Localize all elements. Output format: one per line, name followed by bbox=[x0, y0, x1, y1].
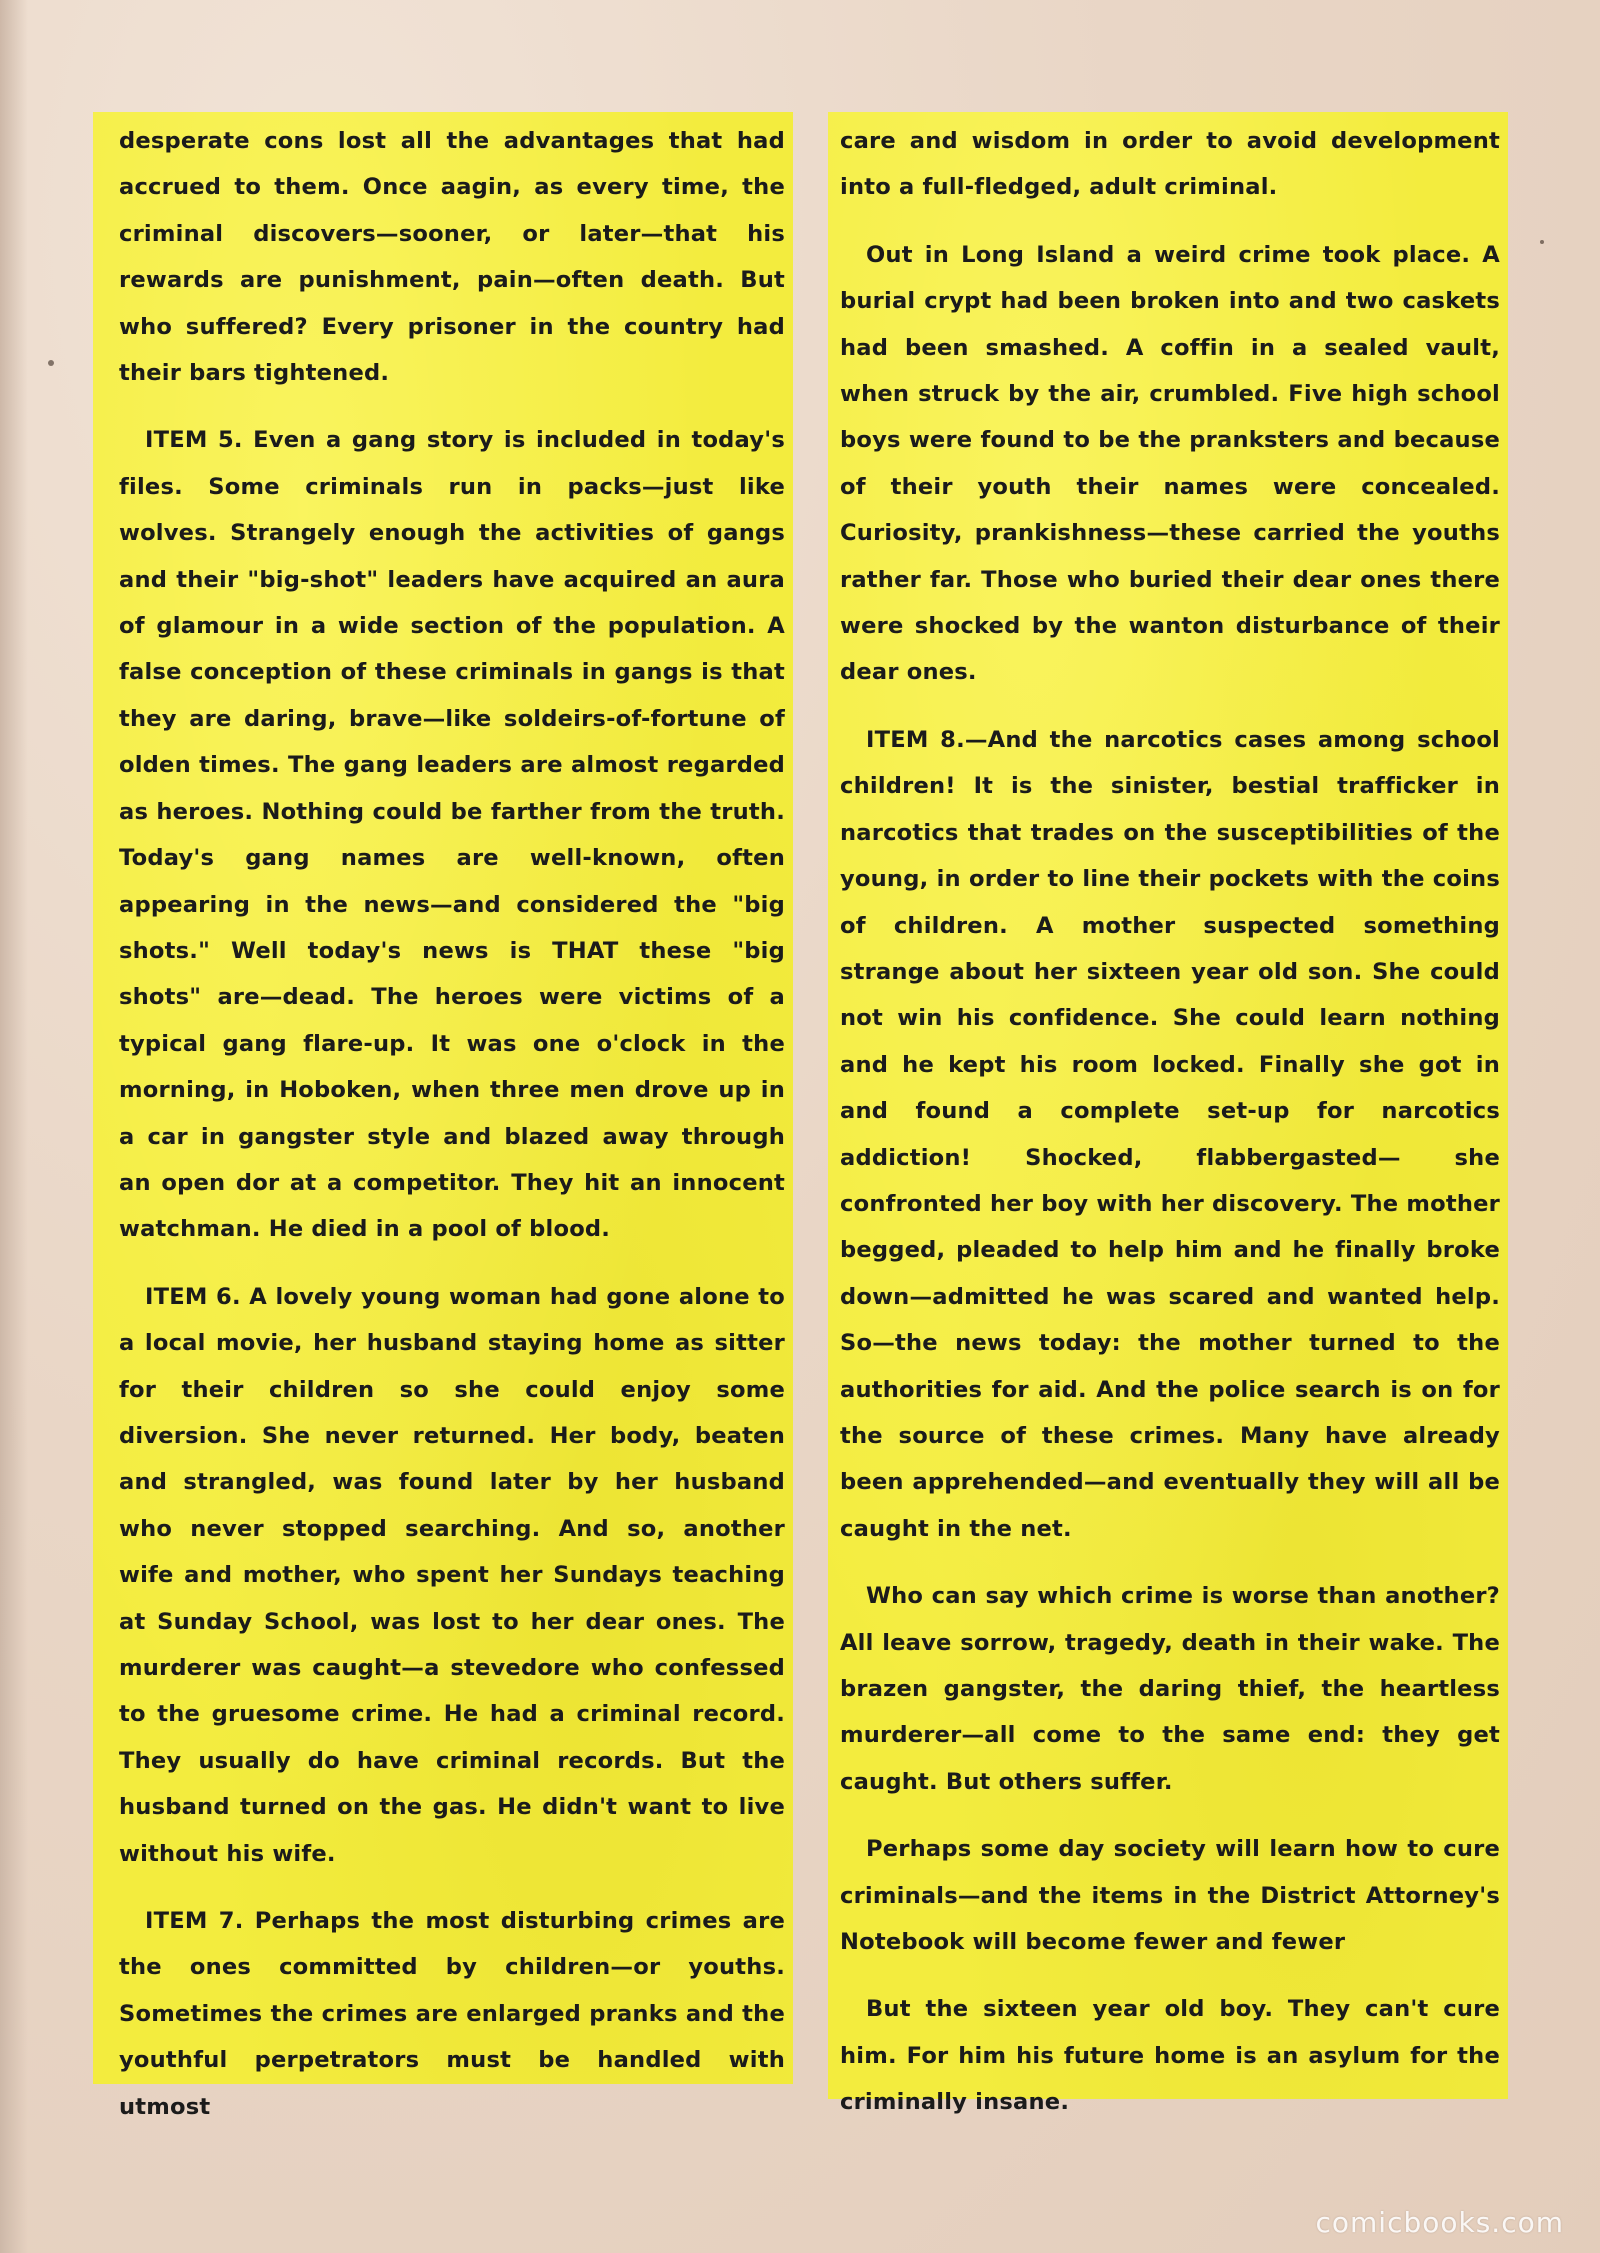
right-text-column bbox=[828, 112, 1508, 2116]
left-paragraph-item-7: ITEM 7. Perhaps the most disturbing crimes are the ones committed by children—or youths. Sometimes the crimes are enlarged pranks and the youthful perpetrators must be handled with utmost bbox=[119, 1908, 785, 2120]
right-paragraph-item-8: ITEM 8.—And the narcotics cases among school children! It is the sinister, bestial trafficker in narcotics that trades on the susceptibilities of the young, in order to line their pockets with the coins of children. A mother suspected something strange about her sixteen year old son. She could not win his confidence. She could learn nothing and he kept his room locked. Finally she got in and found a complete set-up for narcotics addiction! Shocked, flabbergasted— she confronted her boy with her discovery. The mother begged, pleaded to help him and he finally broke down—admitted he was scared and wanted help. So—the news today: the mother turned to the authorities for aid. And the police search is on for the source of these crimes. Many have already been apprehended—and eventually they will all be caught in the net. bbox=[840, 726, 1500, 1542]
paper-speck bbox=[1540, 240, 1544, 244]
site-watermark: comicbooks.com bbox=[1315, 2206, 1564, 2239]
paper-speck bbox=[48, 360, 54, 366]
page-edge-shadow bbox=[0, 0, 28, 2253]
right-paragraph-which-crime: Who can say which crime is worse than another? All leave sorrow, tragedy, death in their wake. The brazen gangster, the daring thief, the heartless murderer—all come to the same end: they get caught. But others suffer. bbox=[840, 1583, 1500, 1795]
right-paragraph-some-day: Perhaps some day society will learn how to cure criminals—and the items in the District Attorney's Notebook will become fewer and fewer bbox=[840, 1836, 1500, 1956]
left-paragraph-item-6: ITEM 6. A lovely young woman had gone alone to a local movie, her husband staying home as sitter for their children so she could enjoy some diversion. She never returned. Her body, beaten and strangled, was found later by her husband who never stopped searching. And so, another wife and mother, who spent her Sundays teaching at Sunday School, was lost to her dear ones. The murderer was caught—a stevedore who confessed to the gruesome crime. He had a criminal record. They usually do have criminal records. But the husband turned on the gas. He didn't want to live without his wife. bbox=[119, 1283, 785, 1867]
right-paragraph-1: care and wisdom in order to avoid development into a full-fledged, adult criminal. bbox=[840, 128, 1500, 201]
left-paragraph-item-5: ITEM 5. Even a gang story is included in today's files. Some criminals run in packs—just like wolves. Strangely enough the activities of gangs and their "big-shot" leaders have acquired an aura of glamour in a wide section of the population. A false conception of these criminals in gangs is that they are daring, brave—like soldeirs-of-fortune of olden times. The gang leaders are almost regarded as heroes. Nothing could be farther from the truth. Today's gang names are well-known, often appearing in the news—and considered the "big shots." Well today's news is THAT these "big shots" are—dead. The heroes were victims of a typical gang flare-up. It was one o'clock in the morning, in Hoboken, when three men drove up in a car in gangster style and blazed away through an open dor at a competitor. They hit an innocent watchman. He died in a pool of blood. bbox=[119, 427, 785, 1243]
right-paragraph-sixteen-year-old: But the sixteen year old boy. They can't cure him. For him his future home is an asylum for the criminally insane. bbox=[840, 1996, 1500, 2116]
right-paragraph-long-island: Out in Long Island a weird crime took place. A burial crypt had been broken into and two caskets had been smashed. A coffin in a sealed vault, when struck by the air, crumbled. Five high school boys were found to be the pranksters and because of their youth their names were concealed. Curiosity, prankishness—these carried the youths rather far. Those who buried their dear ones there were shocked by the wanton disturbance of their dear ones. bbox=[840, 241, 1500, 686]
left-text-column bbox=[93, 112, 793, 2120]
left-paragraph-1: desperate cons lost all the advantages that had accrued to them. Once aagin, as every time, the criminal discovers—sooner, or later—that his rewards are punishment, pain—often death. But who suffered? Every prisoner in the country had their bars tightened. bbox=[119, 128, 785, 387]
